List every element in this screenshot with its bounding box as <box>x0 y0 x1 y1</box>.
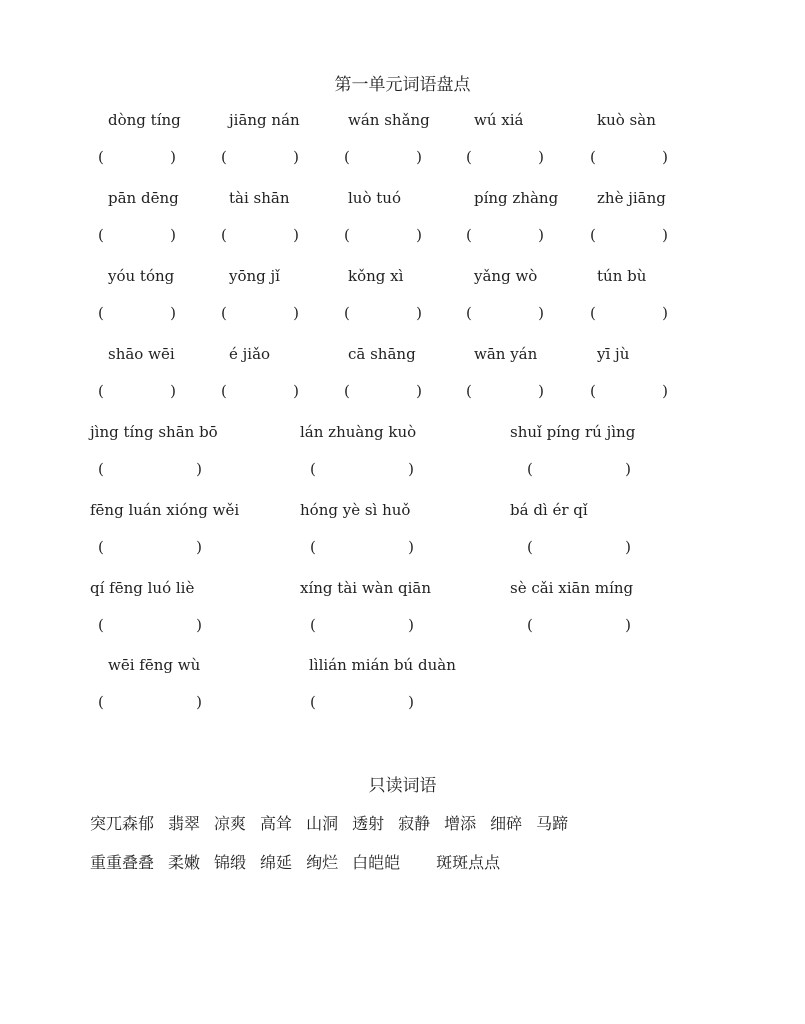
reading-word: 白皑皑 <box>352 853 401 872</box>
pinyin-item: pān dēng <box>108 189 179 207</box>
pinyin-item: qí fēng luó liè <box>90 579 195 597</box>
pinyin-item: tún bù <box>597 267 647 285</box>
pinyin-item: kuò sàn <box>597 111 656 129</box>
reading-word: 翡翠 <box>168 814 201 833</box>
open-paren: ( <box>98 693 104 711</box>
open-paren: ( <box>466 382 472 400</box>
reading-word: 寂静 <box>398 814 431 833</box>
open-paren: ( <box>527 460 533 478</box>
answer-blank[interactable] <box>466 226 544 246</box>
open-paren: ( <box>310 460 316 478</box>
close-paren: ) <box>408 693 414 711</box>
pinyin-item: wēi fēng wù <box>108 656 201 674</box>
answer-blank[interactable] <box>527 460 631 480</box>
reading-word: 重重叠叠 <box>90 853 155 872</box>
close-paren: ) <box>625 538 631 556</box>
pinyin-item: lán zhuàng kuò <box>300 423 417 441</box>
close-paren: ) <box>408 538 414 556</box>
answer-blank[interactable] <box>98 538 202 558</box>
close-paren: ) <box>196 693 202 711</box>
answer-blank[interactable] <box>466 148 544 168</box>
close-paren: ) <box>408 616 414 634</box>
open-paren: ( <box>98 226 104 244</box>
answer-blank[interactable] <box>310 460 414 480</box>
reading-word: 柔嫩 <box>168 853 201 872</box>
close-paren: ) <box>625 460 631 478</box>
pinyin-item: wán shǎng <box>348 111 430 129</box>
reading-word-line <box>90 811 582 834</box>
close-paren: ) <box>196 460 202 478</box>
close-paren: ) <box>538 226 544 244</box>
reading-word: 增添 <box>444 814 477 833</box>
close-paren: ) <box>170 226 176 244</box>
pinyin-item: yōng jǐ <box>229 267 280 285</box>
pinyin-item: jiāng nán <box>229 111 300 129</box>
answer-blank[interactable] <box>98 226 176 246</box>
close-paren: ) <box>662 382 668 400</box>
open-paren: ( <box>98 148 104 166</box>
reading-word: 突兀森郁 <box>90 814 155 833</box>
open-paren: ( <box>221 304 227 322</box>
answer-blank[interactable] <box>98 616 202 636</box>
answer-blank[interactable] <box>221 382 299 402</box>
pinyin-item: xíng tài wàn qiān <box>300 579 432 597</box>
open-paren: ( <box>344 226 350 244</box>
open-paren: ( <box>221 382 227 400</box>
answer-blank[interactable] <box>98 460 202 480</box>
open-paren: ( <box>527 538 533 556</box>
open-paren: ( <box>310 616 316 634</box>
reading-word: 绚烂 <box>306 853 339 872</box>
answer-blank[interactable] <box>590 148 668 168</box>
answer-blank[interactable] <box>98 148 176 168</box>
close-paren: ) <box>416 226 422 244</box>
close-paren: ) <box>662 226 668 244</box>
pinyin-item: shāo wēi <box>108 345 175 363</box>
answer-blank[interactable] <box>221 226 299 246</box>
answer-blank[interactable] <box>310 693 414 713</box>
answer-blank[interactable] <box>344 304 422 324</box>
open-paren: ( <box>590 304 596 322</box>
open-paren: ( <box>221 148 227 166</box>
pinyin-item: wú xiá <box>474 111 524 129</box>
pinyin-item: lìlián mián bú duàn <box>309 656 456 674</box>
open-paren: ( <box>344 382 350 400</box>
pinyin-item: wān yán <box>474 345 538 363</box>
open-paren: ( <box>590 226 596 244</box>
pinyin-item: shuǐ píng rú jìng <box>510 423 636 441</box>
open-paren: ( <box>590 148 596 166</box>
close-paren: ) <box>416 382 422 400</box>
pinyin-item: hóng yè sì huǒ <box>300 501 411 519</box>
open-paren: ( <box>221 226 227 244</box>
pinyin-item: kǒng xì <box>348 267 404 285</box>
reading-word: 细碎 <box>490 814 523 833</box>
close-paren: ) <box>662 148 668 166</box>
reading-word-line <box>90 850 514 873</box>
close-paren: ) <box>170 148 176 166</box>
close-paren: ) <box>662 304 668 322</box>
pinyin-item: dòng tíng <box>108 111 181 129</box>
open-paren: ( <box>527 616 533 634</box>
answer-blank[interactable] <box>590 226 668 246</box>
open-paren: ( <box>98 460 104 478</box>
open-paren: ( <box>590 382 596 400</box>
close-paren: ) <box>538 148 544 166</box>
close-paren: ) <box>538 382 544 400</box>
close-paren: ) <box>196 538 202 556</box>
reading-word: 山洞 <box>306 814 339 833</box>
open-paren: ( <box>310 693 316 711</box>
pinyin-item: píng zhàng <box>474 189 559 207</box>
reading-word: 凉爽 <box>214 814 247 833</box>
pinyin-item: bá dì ér qǐ <box>510 501 588 519</box>
answer-blank[interactable] <box>527 616 631 636</box>
close-paren: ) <box>538 304 544 322</box>
unit-title: 第一单元词语盘点 <box>334 75 471 95</box>
answer-blank[interactable] <box>466 304 544 324</box>
answer-blank[interactable] <box>221 304 299 324</box>
reading-word: 马蹄 <box>536 814 569 833</box>
open-paren: ( <box>310 538 316 556</box>
answer-blank[interactable] <box>344 226 422 246</box>
answer-blank[interactable] <box>221 148 299 168</box>
answer-blank[interactable] <box>527 538 631 558</box>
answer-blank[interactable] <box>344 148 422 168</box>
answer-blank[interactable] <box>466 382 544 402</box>
open-paren: ( <box>466 304 472 322</box>
close-paren: ) <box>293 226 299 244</box>
close-paren: ) <box>196 616 202 634</box>
answer-blank[interactable] <box>590 304 668 324</box>
answer-blank[interactable] <box>98 304 176 324</box>
pinyin-item: luò tuó <box>348 189 401 207</box>
answer-blank[interactable] <box>344 382 422 402</box>
close-paren: ) <box>293 148 299 166</box>
reading-word: 高耸 <box>260 814 293 833</box>
pinyin-item: cā shāng <box>348 345 416 363</box>
open-paren: ( <box>98 538 104 556</box>
pinyin-item: yī jù <box>597 345 630 363</box>
open-paren: ( <box>98 382 104 400</box>
reading-word: 绵延 <box>260 853 293 872</box>
close-paren: ) <box>293 304 299 322</box>
pinyin-item: yóu tóng <box>108 267 175 285</box>
close-paren: ) <box>293 382 299 400</box>
open-paren: ( <box>466 226 472 244</box>
answer-blank[interactable] <box>310 538 414 558</box>
close-paren: ) <box>170 382 176 400</box>
pinyin-item: jìng tíng shān bō <box>90 423 218 441</box>
answer-blank[interactable] <box>98 382 176 402</box>
open-paren: ( <box>98 616 104 634</box>
pinyin-item: sè cǎi xiān míng <box>510 579 634 597</box>
close-paren: ) <box>416 148 422 166</box>
reading-title: 只读词语 <box>368 776 437 796</box>
answer-blank[interactable] <box>98 693 202 713</box>
open-paren: ( <box>344 148 350 166</box>
open-paren: ( <box>466 148 472 166</box>
pinyin-item: tài shān <box>229 189 290 207</box>
reading-word: 斑斑点点 <box>436 853 501 872</box>
pinyin-item: yǎng wò <box>474 267 538 285</box>
close-paren: ) <box>625 616 631 634</box>
close-paren: ) <box>408 460 414 478</box>
close-paren: ) <box>170 304 176 322</box>
reading-word: 锦缎 <box>214 853 247 872</box>
open-paren: ( <box>98 304 104 322</box>
reading-word: 透射 <box>352 814 385 833</box>
pinyin-item: fēng luán xióng wěi <box>90 501 240 519</box>
answer-blank[interactable] <box>310 616 414 636</box>
pinyin-item: é jiǎo <box>229 345 271 363</box>
close-paren: ) <box>416 304 422 322</box>
answer-blank[interactable] <box>590 382 668 402</box>
open-paren: ( <box>344 304 350 322</box>
pinyin-item: zhè jiāng <box>597 189 666 207</box>
